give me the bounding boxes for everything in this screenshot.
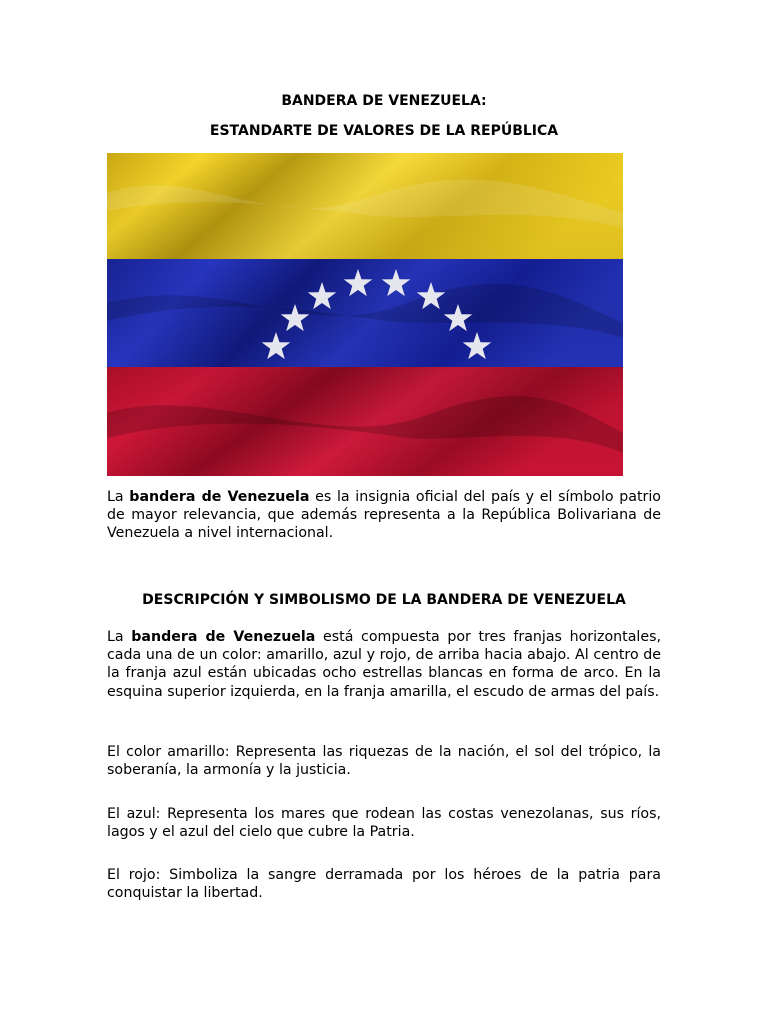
venezuela-flag-image <box>107 153 623 476</box>
yellow-meaning-paragraph: El color amarillo: Representa las riquezas de la nación, el sol del trópico, la soberanía, la armonía y la justicia. <box>107 744 661 779</box>
description-rest: está compuesta por tres franjas horizontales, cada una de un color: amarillo, azul y rojo, de arriba hacia abajo. Al centro de la franja azul están ubicadas ocho estrellas blancas en forma de arco. En la esquina superior izquierda, en la franja amarilla, el escudo de armas del país. <box>107 629 661 700</box>
description-prefix: La <box>107 629 132 645</box>
blue-meaning-paragraph: El azul: Representa los mares que rodean las costas venezolanas, sus ríos, lagos y el azul del cielo que cubre la Patria. <box>107 806 661 841</box>
document-subtitle: ESTANDARTE DE VALORES DE LA REPÚBLICA <box>209 123 559 139</box>
intro-bold-term: bandera de Venezuela <box>129 489 310 505</box>
section-heading: DESCRIPCIÓN Y SIMBOLISMO DE LA BANDERA DE VENEZUELA <box>142 592 626 608</box>
description-paragraph <box>107 628 661 701</box>
document-title: BANDERA DE VENEZUELA: <box>281 93 487 109</box>
red-meaning-paragraph: El rojo: Simboliza la sangre derramada por los héroes de la patria para conquistar la libertad. <box>107 867 661 902</box>
intro-prefix: La <box>107 489 130 505</box>
intro-paragraph <box>107 488 661 543</box>
intro-rest: es la insignia oficial del país y el símbolo patrio de mayor relevancia, que además representa a la República Bolivariana de Venezuela a nivel internacional. <box>107 489 661 542</box>
description-bold-term: bandera de Venezuela <box>131 629 316 645</box>
